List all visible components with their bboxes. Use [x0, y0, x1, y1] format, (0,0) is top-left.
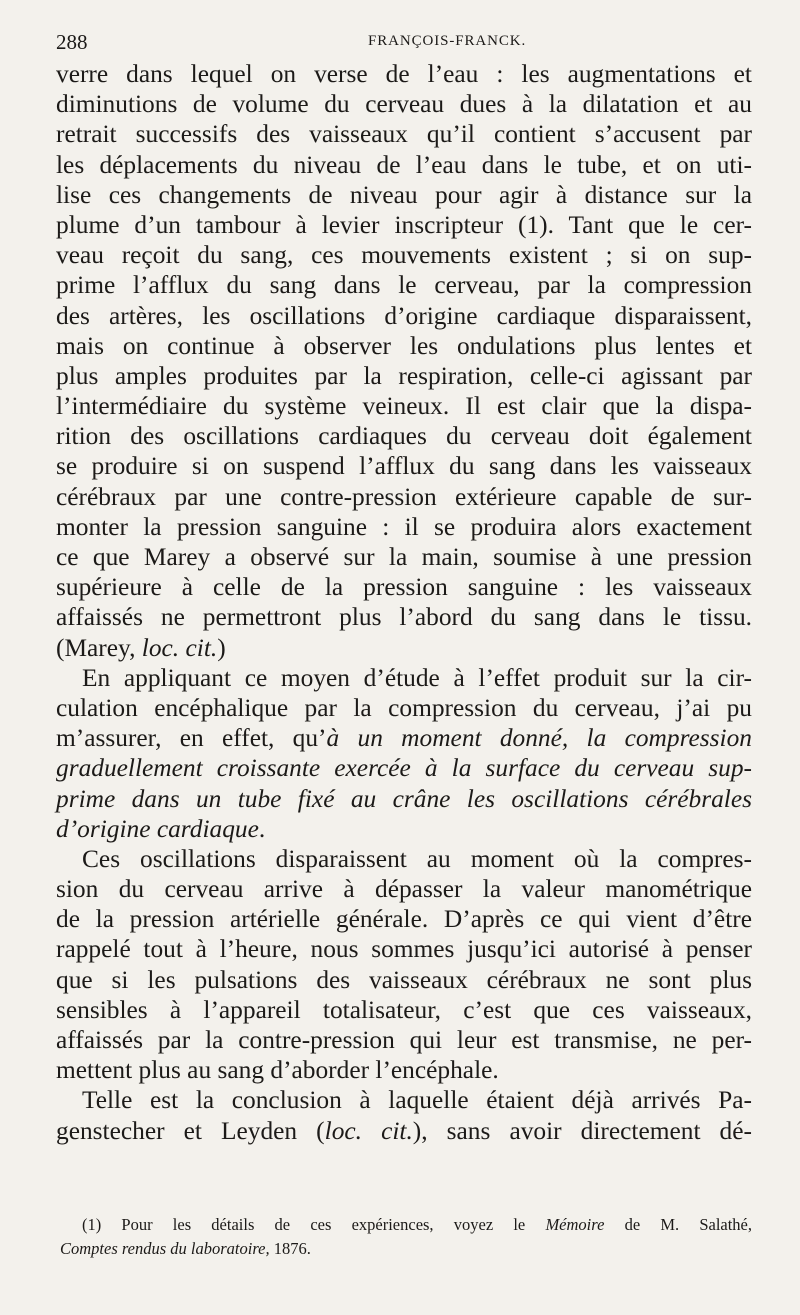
text-line	[56, 753, 752, 783]
line-text: sion du cerveau arrive à dépasser la valeur manométrique	[56, 875, 752, 904]
text-line	[56, 180, 752, 210]
line-text: diminutions de volume du cerveau dues à la dilatation et au	[56, 90, 752, 119]
italic-text: graduellement croissante exercée à la surface du cerveau sup-	[56, 754, 752, 783]
line-text: rition des oscillations cardiaques du cerveau doit également	[56, 422, 752, 451]
text-line	[56, 119, 752, 149]
page-header	[52, 28, 780, 56]
italic-text: loc. cit.	[324, 1116, 413, 1145]
line-text: Telle est la conclusion à laquelle étaient déjà arrivés Pa-	[82, 1086, 752, 1115]
text-line	[56, 904, 752, 934]
text-line	[56, 1025, 752, 1055]
footnote-line	[60, 1237, 752, 1261]
text-line	[56, 391, 752, 421]
line-text: monter la pression sanguine : il se produira alors exactement	[56, 512, 752, 541]
line-text: lise ces changements de niveau pour agir à distance sur la	[56, 180, 752, 209]
text-line	[56, 270, 752, 300]
line-text: rappelé tout à l’heure, nous sommes jusqu’ici autorisé à penser	[56, 935, 752, 964]
line-text: plus amples produites par la respiration, celle-ci agissant par	[56, 361, 752, 390]
text-line	[56, 723, 752, 753]
text-line	[56, 633, 752, 663]
line-text: (Marey,	[56, 633, 142, 662]
line-text: les déplacements du niveau de l’eau dans le tube, et on uti-	[56, 150, 752, 179]
text-line	[56, 361, 752, 391]
italic-text: prime dans un tube fixé au crâne les oscillations cérébrales	[56, 784, 752, 813]
line-text: Ces oscillations disparaissent au moment où la compres-	[82, 844, 752, 873]
text-line	[56, 1085, 752, 1115]
page-number: 288	[56, 30, 88, 54]
text-line	[56, 995, 752, 1025]
line-text: supérieure à celle de la pression sanguine : les vaisseaux	[56, 573, 752, 602]
text-line	[56, 1055, 752, 1085]
text-line	[56, 602, 752, 632]
text-line	[56, 150, 752, 180]
line-text: .	[258, 814, 266, 843]
line-text: genstecher et Leyden (	[56, 1116, 325, 1145]
line-text: sensibles à l’appareil totalisateur, c’est que ces vaisseaux,	[56, 995, 752, 1024]
footnote-line	[60, 1213, 752, 1237]
line-text: mettent plus au sang d’aborder l’encéphale.	[56, 1056, 499, 1085]
line-text: ce que Marey a observé sur la main, soumise à une pression	[56, 543, 752, 571]
text-line	[56, 874, 752, 904]
running-head: FRANÇOIS-FRANCK.	[368, 33, 527, 49]
footnote-text: (1) Pour les détails de ces expériences, voyez le	[82, 1215, 546, 1234]
text-line	[56, 1116, 752, 1146]
text-line	[56, 512, 752, 542]
footnote-text: de M. Salathé,	[604, 1215, 753, 1234]
line-text: des artères, les oscillations d’origine cardiaque disparaissent,	[56, 301, 752, 330]
italic-text: d’origine cardiaque	[56, 814, 259, 843]
line-text: culation encéphalique par la compression du cerveau, j’ai pu	[56, 693, 752, 722]
line-text: se produire si on suspend l’afflux du sang dans les vaisseaux	[56, 452, 752, 481]
line-text: )	[217, 633, 226, 662]
line-text: que si les pulsations des vaisseaux cérébraux ne sont plus	[56, 965, 752, 994]
line-text: plume d’un tambour à levier inscripteur (1). Tant que le cer-	[56, 210, 752, 239]
footnote-text: 1876.	[269, 1239, 311, 1258]
italic-text: loc. cit.	[141, 633, 218, 662]
line-text: cérébraux par une contre-pression extérieure capable de sur-	[56, 482, 752, 511]
text-line	[56, 693, 752, 723]
footnote-italic: Mémoire	[545, 1215, 605, 1234]
text-line	[56, 784, 752, 814]
line-text: de la pression artérielle générale. D’après ce qui vient d’être	[56, 905, 752, 934]
text-line	[56, 59, 752, 89]
text-line	[56, 482, 752, 512]
footnote-italic: Comptes rendus du laboratoire,	[60, 1239, 270, 1258]
line-text: retrait successifs des vaisseaux qu’il contient s’accusent par	[56, 120, 752, 149]
body-text	[56, 59, 752, 1146]
line-text: l’intermédiaire du système veineux. Il est clair que la dispa-	[56, 392, 752, 421]
text-line	[56, 89, 752, 119]
line-text: prime l’afflux du sang dans le cerveau, par la compression	[56, 271, 752, 300]
text-line	[56, 542, 752, 572]
line-text: En appliquant ce moyen d’étude à l’effet produit sur la cir-	[82, 663, 752, 692]
footnote	[60, 1213, 752, 1261]
text-line	[56, 301, 752, 331]
text-line	[56, 814, 752, 844]
text-line	[56, 331, 752, 361]
text-line	[56, 451, 752, 481]
line-text: verre dans lequel on verse de l’eau : les augmentations et	[56, 60, 752, 88]
text-line	[56, 663, 752, 693]
text-line	[56, 210, 752, 240]
text-line	[56, 240, 752, 270]
line-text: mais on continue à observer les ondulations plus lentes et	[56, 331, 752, 360]
text-line	[56, 572, 752, 602]
text-line	[56, 934, 752, 964]
italic-text: à un moment donné, la compression	[326, 724, 752, 753]
line-text: affaissés par la contre-pression qui leur est transmise, ne per-	[56, 1026, 752, 1054]
line-text: veau reçoit du sang, ces mouvements existent ; si on sup-	[56, 241, 752, 270]
line-text: m’assurer, en effet, qu’	[56, 724, 327, 753]
text-line	[56, 421, 752, 451]
line-text: ), sans avoir directement dé-	[412, 1116, 752, 1145]
text-line	[56, 844, 752, 874]
line-text: affaissés ne permettront plus l’abord du sang dans le tissu.	[56, 603, 752, 632]
text-line	[56, 965, 752, 995]
